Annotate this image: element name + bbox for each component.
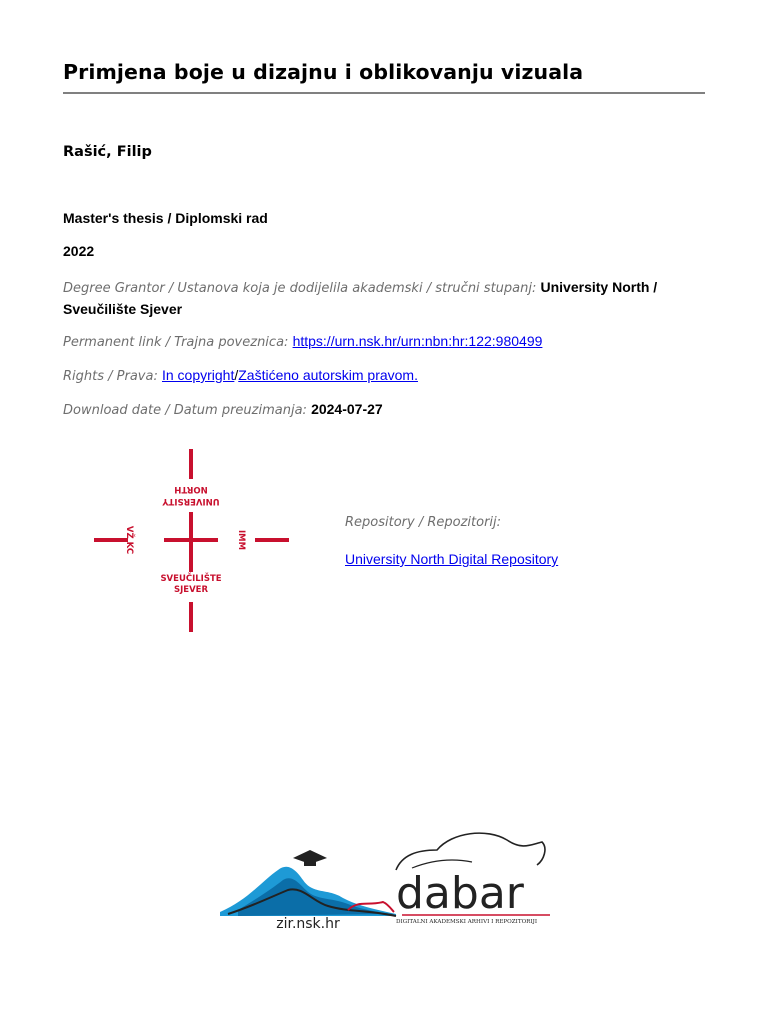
logo-text-university: UNIVERSITY xyxy=(162,496,220,506)
dabar-logo-subtext: DIGITALNI AKADEMSKI ARHIVI I REPOZITORIJI xyxy=(396,919,538,925)
degree-grantor xyxy=(63,277,673,321)
permanent-link-label: Permanent link / Trajna poveznica: xyxy=(63,335,289,350)
logo-text-north: NORTH xyxy=(174,484,208,494)
dabar-logo-text: dabar xyxy=(396,868,524,919)
document-type: Master's thesis / Diplomski rad xyxy=(63,210,268,226)
permanent-link xyxy=(63,331,542,353)
permanent-link-url[interactable]: https://urn.nsk.hr/urn:nbn:hr:122:980499 xyxy=(292,333,543,349)
rights-label: Rights / Prava: xyxy=(63,369,158,384)
university-north-logo xyxy=(92,447,292,635)
logo-text-sjever: SJEVER xyxy=(173,585,209,595)
download-date xyxy=(63,399,383,421)
download-date-label: Download date / Datum preuzimanja: xyxy=(63,403,307,418)
download-date-value: 2024-07-27 xyxy=(311,401,383,417)
logo-text-vzkc: VŽ KC xyxy=(124,525,134,555)
zir-logo xyxy=(218,840,398,932)
rights-link-copyright[interactable]: In copyright xyxy=(161,367,235,383)
logo-text-sveuciliste: SVEUČILIŠTE xyxy=(160,574,222,584)
repository-link[interactable]: University North Digital Repository xyxy=(345,551,559,567)
repository-label: Repository / Repozitorij: xyxy=(345,515,502,530)
rights-link-protected[interactable]: Zaštićeno autorskim pravom. xyxy=(238,367,418,383)
rights-separator: / xyxy=(234,367,239,383)
rights xyxy=(63,365,418,387)
logo-text-imm: IMM xyxy=(236,529,246,551)
degree-grantor-label: Degree Grantor / Ustanova koja je dodijelila akademski / stručni stupanj: xyxy=(63,281,537,296)
document-year: 2022 xyxy=(63,243,95,259)
degree-grantor-value: University North / Sveučilište Sjever xyxy=(63,279,658,317)
zir-logo-text: zir.nsk.hr xyxy=(276,916,340,932)
author-name: Rašić, Filip xyxy=(63,144,152,160)
document-title: Primjena boje u dizajnu i oblikovanju vizuala xyxy=(63,60,584,84)
dabar-logo xyxy=(392,820,552,928)
title-divider xyxy=(63,92,705,94)
